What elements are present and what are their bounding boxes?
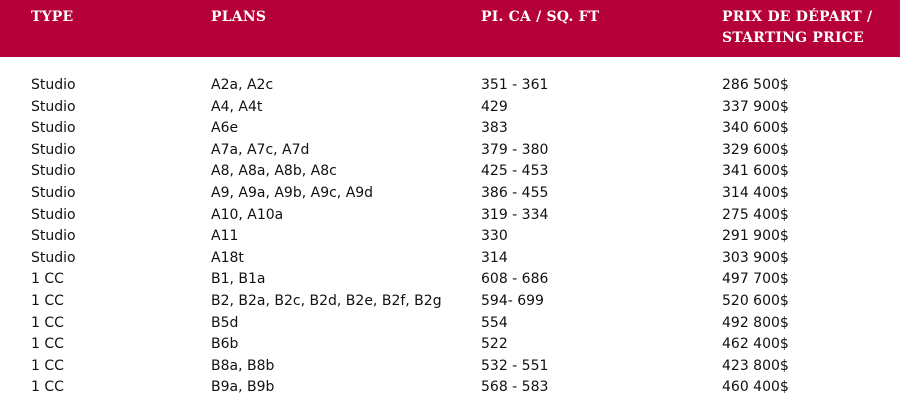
cell-area: 383: [481, 120, 508, 137]
table-header: [0, 0, 900, 57]
cell-price: 291 900$: [722, 228, 789, 245]
cell-area: 314: [481, 249, 508, 266]
table-row: [0, 161, 900, 183]
table-row: [0, 205, 900, 227]
table-row: [0, 356, 900, 378]
cell-area: 608 - 686: [481, 271, 549, 288]
cell-plans: A18t: [211, 249, 244, 266]
cell-price: 340 600$: [722, 120, 789, 137]
cell-type: 1 CC: [31, 379, 64, 396]
cell-type: Studio: [31, 206, 76, 223]
cell-type: Studio: [31, 184, 76, 201]
cell-type: 1 CC: [31, 314, 64, 331]
cell-area: 379 - 380: [481, 141, 549, 158]
cell-price: 497 700$: [722, 271, 789, 288]
header-area: PI. CA / SQ. FT: [481, 9, 600, 25]
cell-type: 1 CC: [31, 336, 64, 353]
cell-type: 1 CC: [31, 357, 64, 374]
table-row: [0, 140, 900, 162]
cell-plans: A11: [211, 228, 239, 245]
cell-plans: B9a, B9b: [211, 379, 275, 396]
cell-type: 1 CC: [31, 271, 64, 288]
cell-price: 314 400$: [722, 184, 789, 201]
cell-area: 594- 699: [481, 292, 544, 309]
cell-type: Studio: [31, 228, 76, 245]
cell-type: Studio: [31, 249, 76, 266]
cell-price: 341 600$: [722, 163, 789, 180]
cell-area: 351 - 361: [481, 77, 549, 93]
table-row: [0, 226, 900, 248]
cell-price: 460 400$: [722, 379, 789, 396]
cell-plans: B1, B1a: [211, 271, 266, 288]
cell-plans: B5d: [211, 314, 239, 331]
cell-price: 462 400$: [722, 336, 789, 353]
cell-price: 286 500$: [722, 77, 789, 93]
header-type: TYPE: [31, 9, 74, 25]
table-row: [0, 377, 900, 399]
cell-plans: A9, A9a, A9b, A9c, A9d: [211, 184, 374, 201]
cell-plans: A10, A10a: [211, 206, 284, 223]
table-row: [0, 118, 900, 140]
table-body: [0, 75, 900, 399]
header-plans: PLANS: [211, 9, 267, 25]
cell-area: 330: [481, 228, 508, 245]
cell-plans: A4, A4t: [211, 98, 263, 115]
table-row: [0, 75, 900, 97]
cell-area: 554: [481, 314, 508, 331]
cell-plans: A2a, A2c: [211, 77, 274, 93]
cell-area: 532 - 551: [481, 357, 549, 374]
cell-plans: B2, B2a, B2c, B2d, B2e, B2f, B2g: [211, 292, 442, 309]
cell-area: 522: [481, 336, 508, 353]
cell-price: 329 600$: [722, 141, 789, 158]
cell-area: 319 - 334: [481, 206, 549, 223]
table-row: [0, 291, 900, 313]
cell-type: Studio: [31, 98, 76, 115]
cell-price: 492 800$: [722, 314, 789, 331]
cell-type: Studio: [31, 120, 76, 137]
cell-area: 425 - 453: [481, 163, 549, 180]
table-row: [0, 334, 900, 356]
table-row: [0, 313, 900, 335]
cell-price: 423 800$: [722, 357, 789, 374]
table-row: [0, 269, 900, 291]
cell-plans: A6e: [211, 120, 239, 137]
cell-price: 337 900$: [722, 98, 789, 115]
cell-price: 303 900$: [722, 249, 789, 266]
cell-type: Studio: [31, 163, 76, 180]
cell-area: 568 - 583: [481, 379, 549, 396]
table-row: [0, 183, 900, 205]
cell-type: Studio: [31, 77, 76, 93]
cell-price: 520 600$: [722, 292, 789, 309]
cell-area: 386 - 455: [481, 184, 549, 201]
header-price: [722, 7, 872, 49]
cell-area: 429: [481, 98, 508, 115]
cell-plans: B8a, B8b: [211, 357, 275, 374]
table-row: [0, 97, 900, 119]
cell-plans: B6b: [211, 336, 239, 353]
table-row: [0, 248, 900, 270]
cell-type: 1 CC: [31, 292, 64, 309]
cell-plans: A7a, A7c, A7d: [211, 141, 310, 158]
cell-plans: A8, A8a, A8b, A8c: [211, 163, 337, 180]
header-price-line1: PRIX DE DÉPART /: [722, 9, 873, 25]
cell-price: 275 400$: [722, 206, 789, 223]
cell-type: Studio: [31, 141, 76, 158]
header-price-line2: STARTING PRICE: [722, 30, 864, 46]
